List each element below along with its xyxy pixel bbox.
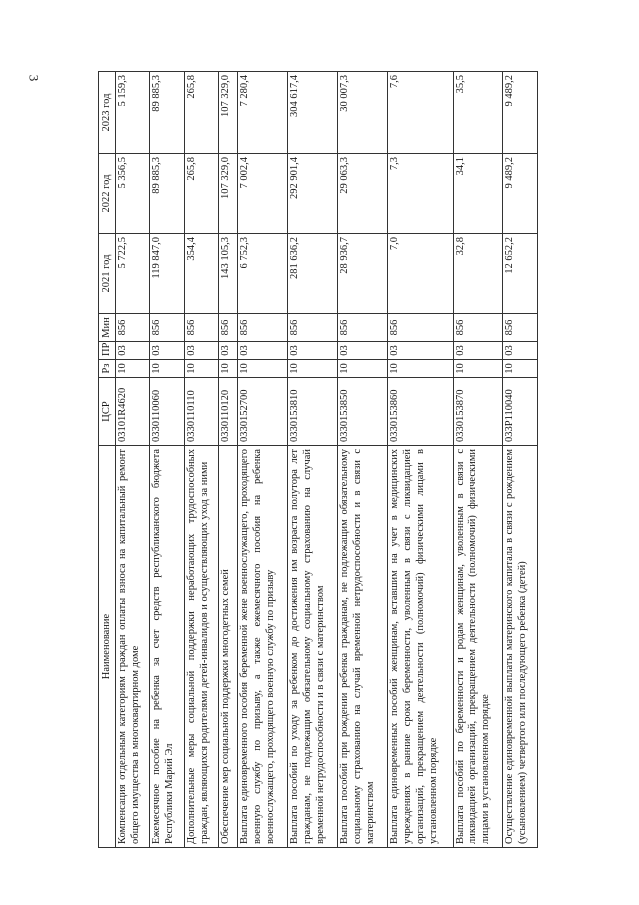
row-2022: 265,8	[184, 154, 218, 234]
row-min: 856	[503, 314, 538, 342]
row-2022: 29 063,3	[338, 154, 388, 234]
row-csr: 0330153860	[388, 378, 453, 446]
row-csr: 0330153870	[453, 378, 503, 446]
row-csr: 0330110120	[219, 378, 238, 446]
row-csr: 03101R4620	[116, 378, 150, 446]
row-rz: 10	[238, 360, 288, 378]
row-2021: 354,4	[184, 234, 218, 314]
header-name: Наименование	[99, 446, 116, 848]
row-rz: 10	[116, 360, 150, 378]
row-pr: 03	[238, 342, 288, 360]
header-rz: Рз	[99, 360, 116, 378]
row-2023: 7,6	[388, 72, 453, 154]
row-pr: 03	[116, 342, 150, 360]
row-2023: 89 885,3	[150, 72, 184, 154]
row-2021: 143 105,3	[219, 234, 238, 314]
table-row	[116, 72, 150, 848]
budget-table-container	[98, 72, 538, 848]
header-pr: ПР	[99, 342, 116, 360]
row-2021: 281 636,2	[288, 234, 338, 314]
row-rz: 10	[288, 360, 338, 378]
row-name: Ежемесячное пособие на ребенка за счет средств республиканского бюджета Республики Марий Эл	[150, 446, 184, 848]
header-csr: ЦСР	[99, 378, 116, 446]
row-rz: 10	[184, 360, 218, 378]
table-row	[219, 72, 238, 848]
row-2021: 28 936,7	[338, 234, 388, 314]
row-name: Обеспечение мер социальной поддержки многодетных семей	[219, 446, 238, 848]
row-2021: 6 752,3	[238, 234, 288, 314]
row-2022: 7 002,4	[238, 154, 288, 234]
row-rz: 10	[453, 360, 503, 378]
row-2023: 107 329,0	[219, 72, 238, 154]
row-2022: 9 489,2	[503, 154, 538, 234]
row-rz: 10	[150, 360, 184, 378]
row-pr: 03	[453, 342, 503, 360]
row-2021: 119 847,0	[150, 234, 184, 314]
row-csr: 0330153850	[338, 378, 388, 446]
row-2022: 292 901,4	[288, 154, 338, 234]
row-min: 856	[453, 314, 503, 342]
row-2022: 7,3	[388, 154, 453, 234]
row-2021: 5 722,5	[116, 234, 150, 314]
row-2023: 9 489,2	[503, 72, 538, 154]
row-min: 856	[388, 314, 453, 342]
table-row	[338, 72, 388, 848]
row-name: Дополнительные меры социальной поддержки неработающих трудоспособных граждан, являющихся родителями детей-инвалидов и осуществляющих уход за ними	[184, 446, 218, 848]
row-csr: 0330110060	[150, 378, 184, 446]
row-2022: 107 329,0	[219, 154, 238, 234]
row-min: 856	[338, 314, 388, 342]
row-pr: 03	[219, 342, 238, 360]
row-2023: 35,5	[453, 72, 503, 154]
row-csr: 033P110040	[503, 378, 538, 446]
table-header-row	[99, 72, 116, 848]
row-rz: 10	[388, 360, 453, 378]
row-rz: 10	[219, 360, 238, 378]
row-pr: 03	[388, 342, 453, 360]
header-2022: 2022 год	[99, 154, 116, 234]
row-2022: 89 885,3	[150, 154, 184, 234]
row-name: Компенсация отдельным категориям граждан оплаты взноса на капитальный ремонт общего имущества в многоквартирном доме	[116, 446, 150, 848]
row-pr: 03	[150, 342, 184, 360]
row-csr: 0330153810	[288, 378, 338, 446]
row-csr: 0330110110	[184, 378, 218, 446]
row-name: Выплата единовременных пособий женщинам, вставшим на учет в медицинских учреждениях в ранние сроки беременности, уволенным в связи с ликвидацией организаций, прекращением деятельности (полномочий) физическими лицами в установленном порядке	[388, 446, 453, 848]
page-number: 3	[26, 74, 42, 82]
row-name: Выплата пособий по уходу за ребенком до достижения им возраста полутора лет гражданам, не подлежащим обязательному социальному страхованию на случай временной нетрудоспособности и в связи с материнством	[288, 446, 338, 848]
row-2023: 30 007,3	[338, 72, 388, 154]
table-row	[150, 72, 184, 848]
table-row	[503, 72, 538, 848]
row-min: 856	[150, 314, 184, 342]
row-min: 856	[184, 314, 218, 342]
row-2021: 12 652,2	[503, 234, 538, 314]
row-2022: 34,1	[453, 154, 503, 234]
row-min: 856	[219, 314, 238, 342]
table-row	[238, 72, 288, 848]
row-name: Выплата единовременного пособия беременной жене военнослужащего, проходящего военную службу по призыву, а также ежемесячного пособия на ребенка военнослужащего, проходящего военную службу по призыву	[238, 446, 288, 848]
row-pr: 03	[184, 342, 218, 360]
row-min: 856	[116, 314, 150, 342]
header-2021: 2021 год	[99, 234, 116, 314]
row-min: 856	[288, 314, 338, 342]
row-pr: 03	[338, 342, 388, 360]
row-pr: 03	[503, 342, 538, 360]
table-row	[453, 72, 503, 848]
row-2023: 5 159,3	[116, 72, 150, 154]
row-2023: 265,8	[184, 72, 218, 154]
row-2022: 5 356,5	[116, 154, 150, 234]
row-min: 856	[238, 314, 288, 342]
row-2023: 304 617,4	[288, 72, 338, 154]
table-row	[388, 72, 453, 848]
row-pr: 03	[288, 342, 338, 360]
row-2021: 32,8	[453, 234, 503, 314]
table-row	[184, 72, 218, 848]
header-2023: 2023 год	[99, 72, 116, 154]
row-rz: 10	[338, 360, 388, 378]
header-min: Мин	[99, 314, 116, 342]
row-name: Выплата пособий при рождении ребенка гражданам, не подлежащим обязательному социальному страхованию на случай временной нетрудоспособности и в связи с материнством	[338, 446, 388, 848]
row-2021: 7,0	[388, 234, 453, 314]
row-rz: 10	[503, 360, 538, 378]
row-name: Выплата пособий по беременности и родам женщинам, уволенным в связи с ликвидацией организаций, прекращением деятельности (полномочий) физическими лицами в установленном порядке	[453, 446, 503, 848]
budget-table	[98, 71, 538, 848]
table-row	[288, 72, 338, 848]
row-2023: 7 280,4	[238, 72, 288, 154]
row-csr: 0330152700	[238, 378, 288, 446]
row-name: Осуществление единовременной выплаты материнского капитала в связи с рождением (усыновлением) четвертого или последующего ребенка (детей)	[503, 446, 538, 848]
